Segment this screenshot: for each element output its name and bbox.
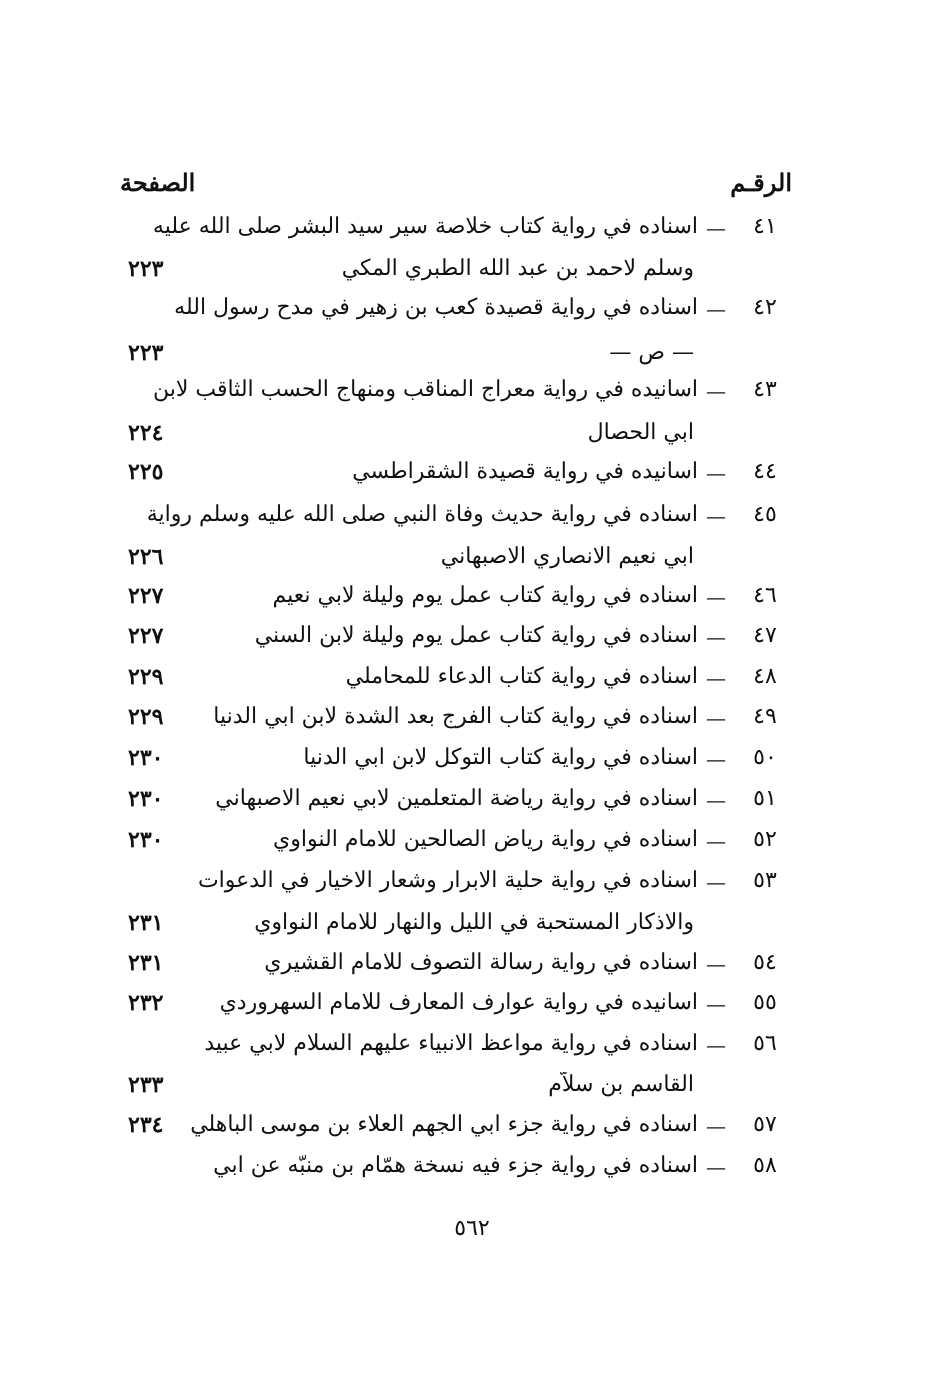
entry-title: اسناده في رواية كتاب عمل يوم وليلة لابي نعيم xyxy=(272,583,698,608)
entry-page-number: ٢٣٣ xyxy=(128,1072,164,1098)
entry-title: اسناده في رواية رياضة المتعلمين لابي نعيم الاصبهاني xyxy=(215,786,698,811)
entry-title: اسناده في رواية حلية الابرار وشعار الاخيار في الدعوات xyxy=(197,868,698,893)
entry-dash: — xyxy=(706,504,726,528)
entry-dash: — xyxy=(706,1155,726,1179)
entry-dash: — xyxy=(706,625,726,649)
entry-title: اسناده في رواية مواعظ الانبياء عليهم السلام لابي عبيد xyxy=(204,1031,698,1056)
entry-dash: — xyxy=(706,379,726,403)
entry-dash: — xyxy=(706,666,726,690)
entry-title: اسناده في رواية كتاب الفرج بعد الشدة لابن ابي الدنيا xyxy=(213,704,698,729)
entry-page-number: ٢٢٥ xyxy=(128,459,164,485)
entry-number: ٤٦ xyxy=(753,583,777,608)
entry-dash: — xyxy=(706,788,726,812)
entry-title: اسناده في رواية كتاب التوكل لابن ابي الدنيا xyxy=(303,745,698,770)
entry-page-number: ٢٢٤ xyxy=(128,420,164,446)
entry-number: ٥٥ xyxy=(753,990,777,1015)
entry-page-number: ٢٢٦ xyxy=(128,544,164,570)
entry-dash: — xyxy=(706,706,726,730)
entry-page-number: ٢٢٣ xyxy=(128,256,164,282)
column-header-number: الرقـم xyxy=(730,168,792,197)
entry-page-number: ٢٣٢ xyxy=(128,990,164,1016)
entry-title: اسانيده في رواية عوارف المعارف للامام السهروردي xyxy=(219,990,698,1015)
entry-page-number: ٢٢٩ xyxy=(128,664,164,690)
entry-title: اسانيده في رواية قصيدة الشقراطسي xyxy=(352,459,698,484)
entry-number: ٥١ xyxy=(753,786,777,811)
entry-dash: — xyxy=(706,952,726,976)
entry-page-number: ٢٢٧ xyxy=(128,583,164,609)
entry-title-continuation: والاذكار المستحبة في الليل والنهار للامام النواوي xyxy=(254,910,694,935)
entry-page-number: ٢٣١ xyxy=(128,910,164,936)
entry-title: اسناده في رواية رسالة التصوف للامام القشيري xyxy=(264,950,698,975)
entry-title: اسناده في رواية كتاب خلاصة سير سيد البشر صلى الله عليه xyxy=(152,214,698,239)
entry-dash: — xyxy=(706,992,726,1016)
entry-dash: — xyxy=(706,747,726,771)
entry-dash: — xyxy=(706,461,726,485)
entry-number: ٥٨ xyxy=(753,1153,777,1178)
entry-page-number: ٢٢٧ xyxy=(128,623,164,649)
entry-page-number: ٢٢٩ xyxy=(128,704,164,730)
entry-number: ٤٢ xyxy=(753,295,777,320)
entry-dash: — xyxy=(706,1033,726,1057)
column-header-page: الصفحة xyxy=(120,168,196,197)
entry-number: ٤٨ xyxy=(753,664,777,689)
entry-number: ٥٣ xyxy=(753,868,777,893)
entry-number: ٤١ xyxy=(753,214,777,239)
entry-dash: — xyxy=(706,829,726,853)
entry-number: ٤٤ xyxy=(753,459,777,484)
entry-number: ٥٧ xyxy=(753,1112,777,1137)
entry-title: اسناده في رواية كتاب الدعاء للمحاملي xyxy=(345,664,698,689)
entry-number: ٤٧ xyxy=(753,623,777,648)
entry-dash: — xyxy=(706,1114,726,1138)
entry-title-continuation: ابي نعيم الانصاري الاصبهاني xyxy=(440,544,694,569)
entry-number: ٤٥ xyxy=(753,502,777,527)
entry-number: ٥٤ xyxy=(753,950,777,975)
entry-title-continuation: ابي الحصال xyxy=(587,420,694,445)
entry-title: اسناده في رواية حديث وفاة النبي صلى الله عليه وسلم رواية xyxy=(146,502,698,527)
entry-number: ٤٣ xyxy=(753,377,777,402)
entry-dash: — xyxy=(706,216,726,240)
entry-title-continuation: وسلم لاحمد بن عبد الله الطبري المكي xyxy=(341,256,694,281)
entry-title: اسناده في رواية جزء ابي الجهم العلاء بن موسى الباهلي xyxy=(190,1112,698,1137)
entry-page-number: ٢٣١ xyxy=(128,950,164,976)
entry-title: اسناده في رواية جزء فيه نسخة همّام بن منبّه عن ابي xyxy=(213,1153,698,1178)
entry-title: اسناده في رواية قصيدة كعب بن زهير في مدح رسول الله xyxy=(174,295,698,320)
entry-dash: — xyxy=(706,585,726,609)
entry-title-continuation: القاسم بن سلاّم xyxy=(548,1072,694,1097)
entry-page-number: ٢٢٣ xyxy=(128,340,164,366)
entry-number: ٥٢ xyxy=(753,827,777,852)
entry-number: ٤٩ xyxy=(753,704,777,729)
entry-number: ٥٠ xyxy=(753,745,777,770)
entry-dash: — xyxy=(706,870,726,894)
entry-number: ٥٦ xyxy=(753,1031,777,1056)
entry-page-number: ٢٣٠ xyxy=(128,827,164,853)
page-number: ٥٦٢ xyxy=(454,1216,490,1241)
entry-title: اسناده في رواية كتاب عمل يوم وليلة لابن السني xyxy=(254,623,698,648)
entry-page-number: ٢٣٠ xyxy=(128,786,164,812)
entry-page-number: ٢٣٠ xyxy=(128,745,164,771)
entry-title: اسناده في رواية رياض الصالحين للامام النواوي xyxy=(273,827,698,852)
entry-page-number: ٢٣٤ xyxy=(128,1112,164,1138)
entry-title: اسانيده في رواية معراج المناقب ومنهاج الحسب الثاقب لابن xyxy=(152,377,698,402)
entry-title-continuation: — ص — xyxy=(609,340,694,365)
entry-dash: — xyxy=(706,297,726,321)
